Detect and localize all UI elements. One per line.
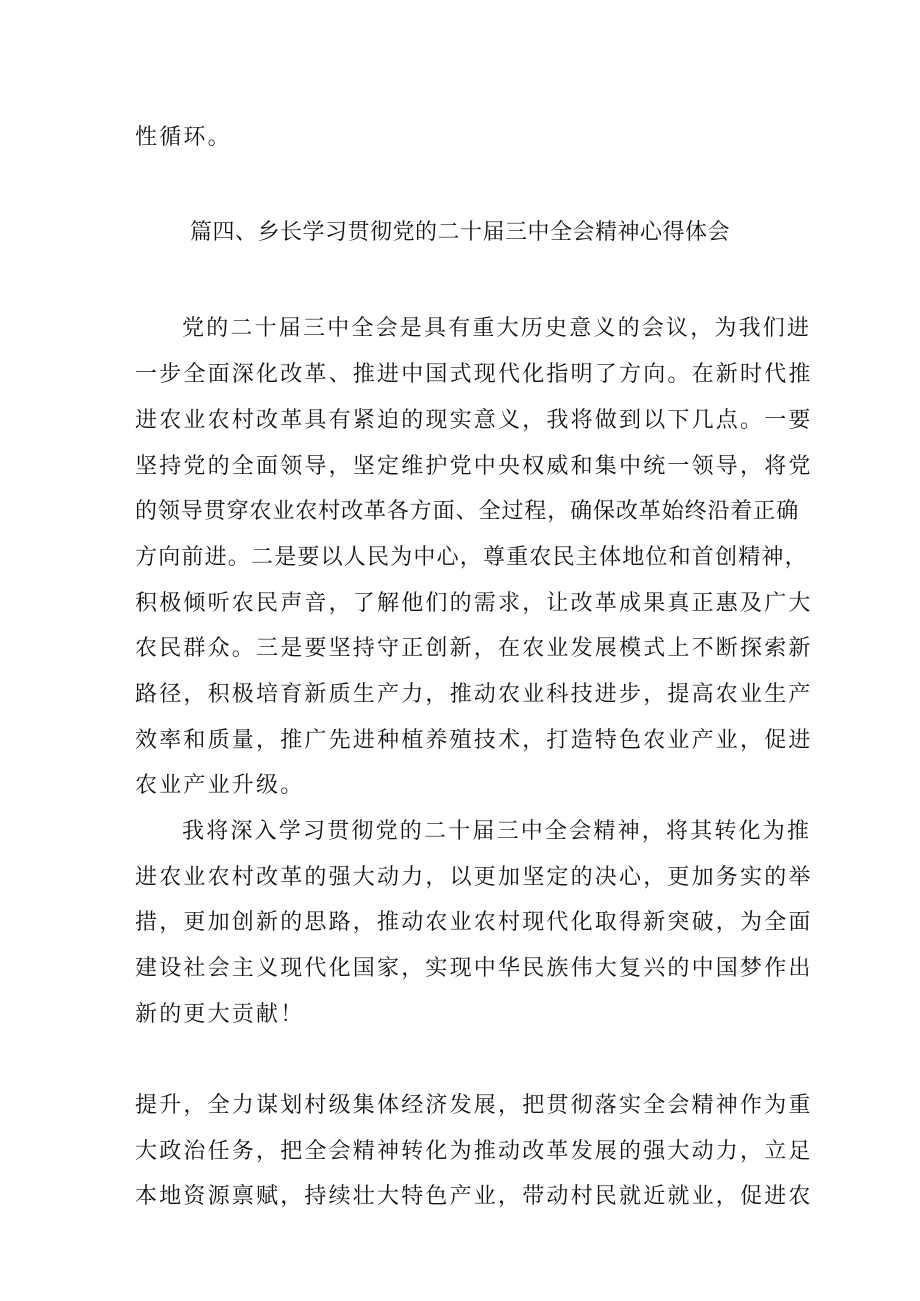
paragraph-line: 新的更大贡献！ bbox=[135, 1002, 305, 1027]
paragraph-line: 大政治任务，把全会精神转化为推动改革发展的强大动力，立足 bbox=[135, 1139, 813, 1164]
paragraph-line: 党的二十届三中全会是具有重大历史意义的会议，为我们进 bbox=[182, 316, 812, 341]
paragraph-line: 进农业农村改革的强大动力，以更加坚定的决心，更加务实的举 bbox=[135, 865, 813, 890]
section-title: 篇四、乡长学习贯彻党的二十届三中全会精神心得体会 bbox=[189, 220, 730, 245]
paragraph-line: 方向前进。二是要以人民为中心，尊重农民主体地位和首创精神， bbox=[135, 545, 808, 570]
paragraph-line: 进农业农村改革具有紧迫的现实意义，我将做到以下几点。一要 bbox=[135, 408, 813, 433]
paragraph-line: 农业产业升级。 bbox=[135, 773, 305, 798]
paragraph-line: 建设社会主义现代化国家，实现中华民族伟大复兴的中国梦作出 bbox=[135, 956, 813, 981]
continuation-text-top: 性循环。 bbox=[135, 125, 232, 150]
paragraph-line: 措，更加创新的思路，推动农业农村现代化取得新突破，为全面 bbox=[135, 910, 813, 935]
paragraph-line: 的领导贯穿农业农村改革各方面、全过程，确保改革始终沿着正确 bbox=[135, 499, 800, 524]
paragraph-line: 积极倾听农民声音，了解他们的需求，让改革成果真正惠及广大 bbox=[135, 591, 813, 616]
paragraph-line: 农民群众。三是要坚持守正创新，在农业发展模式上不断探索新 bbox=[135, 636, 813, 661]
paragraph-line: 效率和质量，推广先进种植养殖技术，打造特色农业产业，促进 bbox=[135, 728, 813, 753]
paragraph-line: 路径，积极培育新质生产力，推动农业科技进步，提高农业生产 bbox=[135, 682, 813, 707]
paragraph-line: 我将深入学习贯彻党的二十届三中全会精神，将其转化为推 bbox=[182, 819, 812, 844]
paragraph-line: 一步全面深化改革、推进中国式现代化指明了方向。在新时代推 bbox=[135, 362, 813, 387]
paragraph-line: 坚持党的全面领导，坚定维护党中央权威和集中统一领导，将党 bbox=[135, 454, 813, 479]
paragraph-line: 本地资源禀赋，持续壮大特色产业，带动村民就近就业，促进农 bbox=[135, 1184, 813, 1209]
paragraph-line: 提升，全力谋划村级集体经济发展，把贯彻落实全会精神作为重 bbox=[135, 1093, 813, 1118]
